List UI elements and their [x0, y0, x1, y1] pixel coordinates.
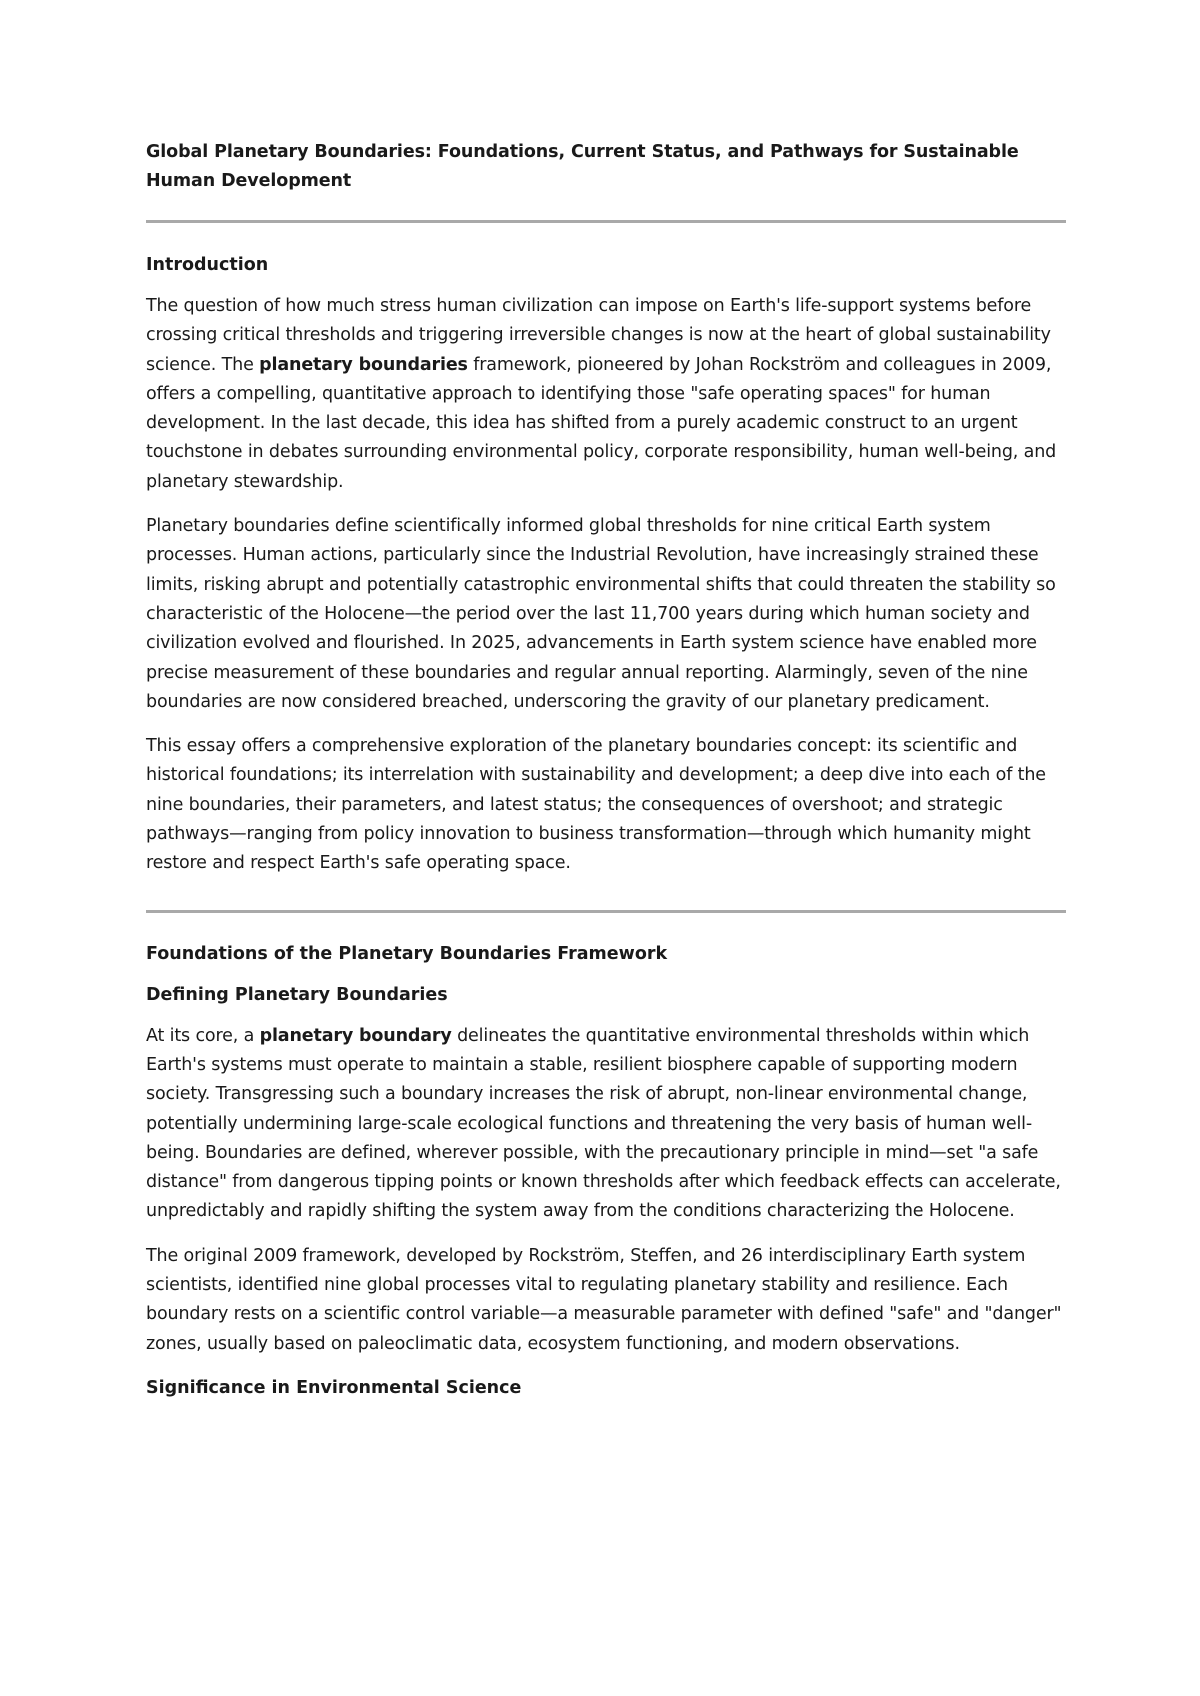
- text-run: delineates the quantitative environmental thresholds within which Earth's systems must operate to maintain a stable, resilient biosphere capable of supporting modern society. Transgressing such a boundary increases the risk of abrupt, non-linear environmental change, potentially undermining large-scale ecological functions and threatening the very basis of human well-being. Boundaries are defined, wherever possible, with the precautionary principle in mind—set "a safe distance" from dangerous tipping points or known thresholds after which feedback effects can accelerate, unpredictably and rapidly shifting the system away from the conditions characterizing the Holocene.: [146, 1025, 1061, 1222]
- foundations-paragraph-1: [146, 1022, 1066, 1227]
- text-run: framework, pioneered by Johan Rockström and colleagues in 2009, offers a compelling, quantitative approach to identifying those "safe operating spaces" for human development. In the last decade, this idea has shifted from a purely academic construct to an urgent touchstone in debates surrounding environmental policy, corporate responsibility, human well-being, and planetary stewardship.: [146, 354, 1057, 492]
- text-run: The question of how much stress human civilization can impose on Earth's life-support systems before crossing critical thresholds and triggering irreversible changes is now at the heart of global sustainability science. The: [146, 296, 1051, 375]
- document-title: Global Planetary Boundaries: Foundations, Current Status, and Pathways for Sustainable Human Development: [146, 142, 1019, 191]
- introduction-paragraph-1: [146, 292, 1066, 497]
- bold-term: planetary boundary: [259, 1025, 452, 1046]
- section-divider: [146, 910, 1066, 913]
- defining-boundaries-subheading: Defining Planetary Boundaries: [146, 984, 448, 1005]
- introduction-paragraph-2: Planetary boundaries define scientifically informed global thresholds for nine critical Earth system processes. Human actions, particularly since the Industrial Revolution, have increasingly strained these limits, risking abrupt and potentially catastrophic environmental shifts that could threaten the stability so characteristic of the Holocene—the period over the last 11,700 years during which human society and civilization evolved and flourished. In 2025, advancements in Earth system science have enabled more precise measurement of these boundaries and regular annual reporting. Alarmingly, seven of the nine boundaries are now considered breached, underscoring the gravity of our planetary predicament.: [146, 516, 1056, 712]
- section-divider: [146, 220, 1066, 223]
- foundations-heading: Foundations of the Planetary Boundaries Framework: [146, 943, 668, 964]
- significance-subheading: Significance in Environmental Science: [146, 1377, 522, 1398]
- foundations-paragraph-2: The original 2009 framework, developed by Rockström, Steffen, and 26 interdisciplinary Earth system scientists, identified nine global processes vital to regulating planetary stability and resilience. Each boundary rests on a scientific control variable—a measurable parameter with defined "safe" and "danger" zones, usually based on paleoclimatic data, ecosystem functioning, and modern observations.: [146, 1245, 1062, 1354]
- introduction-paragraph-3: This essay offers a comprehensive exploration of the planetary boundaries concept: its scientific and historical foundations; its interrelation with sustainability and development; a deep dive into each of the nine boundaries, their parameters, and latest status; the consequences of overshoot; and strategic pathways—ranging from policy innovation to business transformation—through which humanity might restore and respect Earth's safe operating space.: [146, 736, 1046, 874]
- text-run: At its core, a: [146, 1025, 260, 1046]
- document-page: [146, 138, 1066, 1415]
- introduction-heading: Introduction: [146, 255, 269, 275]
- bold-term: planetary boundaries: [259, 354, 468, 375]
